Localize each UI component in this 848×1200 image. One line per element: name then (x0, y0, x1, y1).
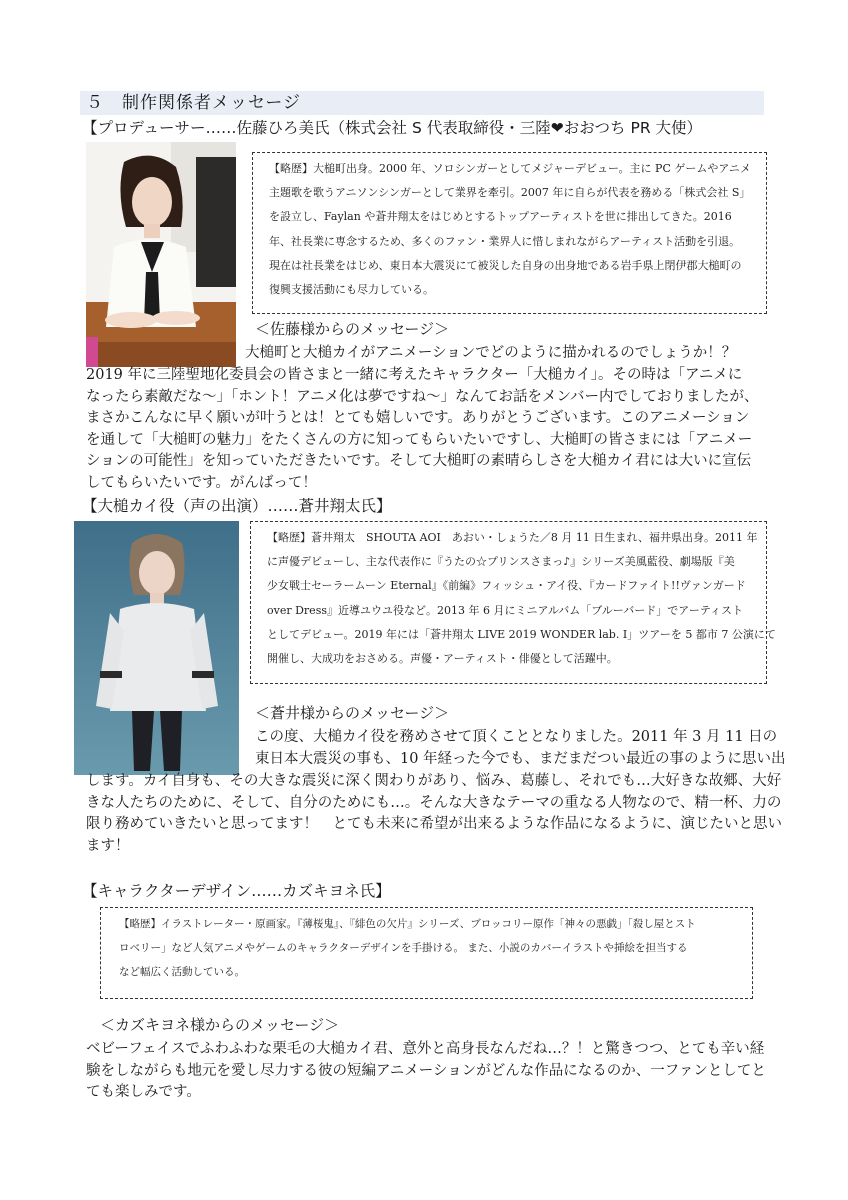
producer-bio-line: 【略歴】大槌町出身。2000 年、ソロシンガーとしてメジャーデビュー。主に PC ゲームやアニメ (269, 162, 751, 175)
voice-message-line: 東日本大震災の事も、10 年経った今でも、まだまだつい最近の事のように思い出 (255, 750, 786, 767)
designer-message-line: ても楽しみです。 (86, 1084, 201, 1101)
producer-message-line: 大槌町と大槌カイがアニメーションでどのように描かれるのでしょうか！？ (245, 345, 737, 361)
producer-photo-illustration (86, 142, 236, 367)
voice-bio-line: 少女戦士セーラームーン Eternal』《前編》フィッシュ・アイ役、『カードファイト!!ヴァンガード (267, 579, 746, 593)
voice-message-line: この度、大槌カイ役を務めさせて頂くこととなりました。2011 年 3 月 11 日の (255, 729, 778, 745)
producer-bio-line: 年、社長業に専念するため、多くのファン・業界人に惜しまれながらアーティスト活動を引退。 (269, 234, 741, 248)
producer-heading: 【プロデューサー……佐藤ひろ美氏（株式会社 S 代表取締役・三陸❤おおつち PR 大使） (82, 119, 703, 137)
voice-message-top (255, 727, 786, 770)
designer-bio-box (100, 907, 753, 999)
voice-bio-line: としてデビュー。2019 年には「蒼井翔太 LIVE 2019 WONDER lab. I」ツアーを 5 都市 7 公演にて (267, 627, 776, 641)
section-title: ５ 制作関係者メッセージ (86, 93, 301, 113)
producer-message-line: を通して「大槌町の魅力」をたくさんの方に知ってもらいたいですし、大槌町の皆さまには「アニメー (86, 431, 753, 448)
voice-heading: 【大槌カイ役（声の出演）……蒼井翔太氏】 (82, 497, 392, 515)
producer-message-first-line (245, 343, 736, 365)
producer-bio-line: 復興支援活動にも尽力している。 (269, 283, 434, 297)
voice-message-line: きな人たちのために、そして、自分のためにも…。そんな大きなテーマの重なる人物なので、精一杯、力の (86, 794, 782, 811)
designer-message-line: ベビーフェイスでふわふわな栗毛の大槌カイ君、意外と高身長なんだね…？！と驚きつつ、とても辛い経 (86, 1041, 765, 1057)
producer-message-line: なったら素敵だな～」「ホント！アニメ化は夢ですね～」なんてお話をメンバー内でしておりましたが、 (86, 388, 759, 405)
voice-bio-line: 開催し、大成功をおさめる。声優・アーティスト・俳優として活躍中。 (267, 652, 618, 666)
producer-photo (86, 142, 236, 367)
voice-message-line: ます！ (86, 837, 130, 854)
designer-message-heading: ＜カズキヨネ様からのメッセージ＞ (100, 1016, 340, 1034)
producer-message (86, 365, 759, 495)
voice-bio-line: に声優デビューし、主な代表作に『うたの☆プリンスさまっ♪』シリーズ美風藍役、劇場版『美 (267, 555, 735, 569)
designer-bio-line: 【略歴】イラストレーター・原画家。『薄桜鬼』、『緋色の欠片』シリーズ、ブロッコリー原作「神々の悪戯」「殺し屋とスト (119, 918, 696, 930)
producer-message-line: 2019 年に三陸聖地化委員会の皆さまと一緒に考えたキャラクター「大槌カイ」。その時は「アニメに (86, 367, 743, 383)
voice-actor-photo (74, 521, 239, 775)
voice-message-heading: ＜蒼井様からのメッセージ＞ (255, 704, 450, 722)
producer-bio-line: を設立し、Faylan や蒼井翔太をはじめとするトップアーティストを世に排出してきた。2016 (269, 210, 732, 224)
designer-message-line: 験をしながらも地元を愛し尽力する彼の短編アニメーションがどんな作品になるのか、一ファンとしてと (86, 1062, 766, 1079)
designer-message (86, 1039, 766, 1104)
voice-bio-line: over Dress』近導ユウユ役など。2013 年 6 月にミニアルバム「ブルーバード」でアーティスト (267, 603, 744, 617)
producer-bio-box (252, 152, 767, 314)
voice-actor-photo-illustration (74, 521, 239, 775)
voice-message-line: します。カイ自身も、その大きな震災に深く関わりがあり、悩み、葛藤し、それでも…大好きな故郷、大好 (86, 773, 782, 789)
designer-heading: 【キャラクターデザイン……カズキヨネ氏】 (82, 882, 391, 900)
voice-message (86, 771, 782, 857)
producer-bio-line: 現在は社長業をはじめ、東日本大震災にて被災した自身の出身地である岩手県上閉伊郡大槌町の (269, 258, 742, 272)
voice-bio-box (250, 521, 776, 684)
producer-message-line: してもらいたいです。がんばって！ (86, 474, 317, 491)
producer-message-line: まさかこんなに早く願いが叶うとは！とても嬉しいです。ありがとうございます。このアニメーション (86, 410, 750, 427)
voice-bio-line: 【略歴】蒼井翔太 SHOUTA AOI あおい・しょうた／8 月 11 日生まれ、福井県出身。2011 年 (267, 531, 758, 544)
producer-message-heading: ＜佐藤様からのメッセージ＞ (255, 320, 450, 338)
designer-bio-line: ロベリー」など人気アニメやゲームのキャラクターデザインを手掛ける。 また、小説のカバーイラストや挿絵を担当する (119, 942, 688, 954)
producer-bio-line: 主題歌を歌うアニソンシンガーとして業界を牽引。2007 年に自らが代表を務める「株式会社 S」 (269, 186, 751, 200)
producer-message-line: ションの可能性」を知っていただきたいです。そして大槌町の素晴らしさを大槌カイ君には大いに宣伝 (86, 453, 752, 470)
voice-message-line: 限り務めていきたいと思ってます！ とても未来に希望が出来るような作品になるように、演じたいと思い (86, 816, 782, 833)
designer-bio-line: など幅広く活動している。 (119, 966, 245, 978)
